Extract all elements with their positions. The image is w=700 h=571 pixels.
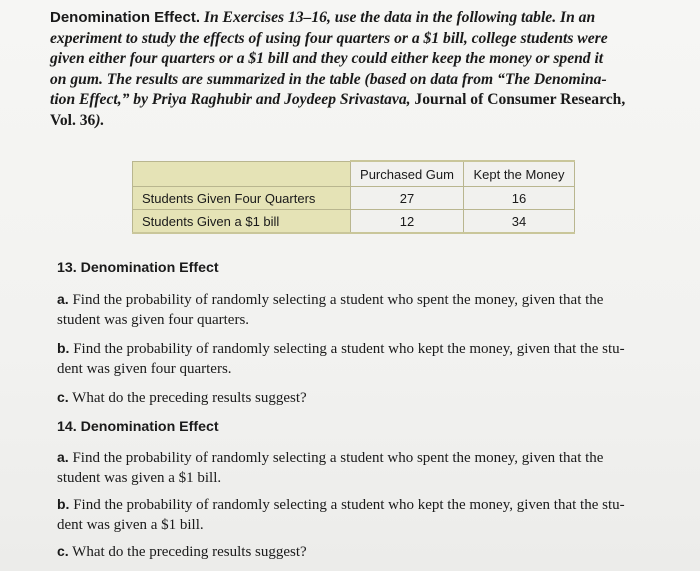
intro-line-5: tion Effect,” by Priya Raghubir and Joydeep Srivastava, Journal of Consumer Research, bbox=[50, 91, 626, 109]
intro-line-6: Vol. 36). bbox=[50, 111, 105, 129]
intro-line-4: on gum. The results are summarized in the table (based on data from “The Denomina- bbox=[50, 70, 607, 88]
intro-line-1: Denomination Effect. In Exercises 13–16, use the data in the following table. In an bbox=[50, 9, 596, 26]
exercise-14a: a. Find the probability of randomly selecting a student who spent the money, given that the student was given a $1 bill. bbox=[57, 449, 604, 486]
exercise-13a: a. Find the probability of randomly selecting a student who spent the money, given that the student was given four quarters. bbox=[57, 291, 604, 328]
intro-line-3: given either four quarters or a $1 bill and they could either keep the money or spend it bbox=[50, 50, 604, 68]
row-label-four-quarters: Students Given Four Quarters bbox=[133, 187, 351, 210]
table-row bbox=[133, 210, 575, 234]
intro-paragraph bbox=[50, 8, 660, 132]
column-header-kept-money: Kept the Money bbox=[464, 161, 575, 187]
table-row bbox=[133, 187, 575, 210]
cell-value: 34 bbox=[464, 210, 575, 234]
intro-line-2: experiment to study the effects of using four quarters or a $1 bill, college students were bbox=[50, 29, 608, 47]
intro-lead: Denomination Effect. bbox=[50, 9, 201, 26]
exercise-13b: b. Find the probability of randomly selecting a student who kept the money, given that the stu- dent was given four quarters. bbox=[57, 340, 625, 377]
cell-value: 27 bbox=[351, 187, 464, 210]
exercise-14-heading: 14. Denomination Effect bbox=[57, 419, 219, 435]
row-label-dollar-bill: Students Given a $1 bill bbox=[133, 210, 351, 234]
exercise-14c: c. What do the preceding results suggest? bbox=[57, 543, 307, 560]
cell-value: 12 bbox=[351, 210, 464, 234]
exercise-13c: c. What do the preceding results suggest? bbox=[57, 389, 307, 406]
cell-value: 16 bbox=[464, 187, 575, 210]
results-table bbox=[132, 160, 575, 234]
column-header-purchased-gum: Purchased Gum bbox=[351, 161, 464, 187]
exercise-13-heading: 13. Denomination Effect bbox=[57, 260, 219, 276]
table-corner-cell bbox=[133, 161, 351, 187]
exercise-14b: b. Find the probability of randomly selecting a student who kept the money, given that the stu- dent was given a $1 bill. bbox=[57, 496, 625, 533]
table-header-row bbox=[133, 161, 575, 187]
